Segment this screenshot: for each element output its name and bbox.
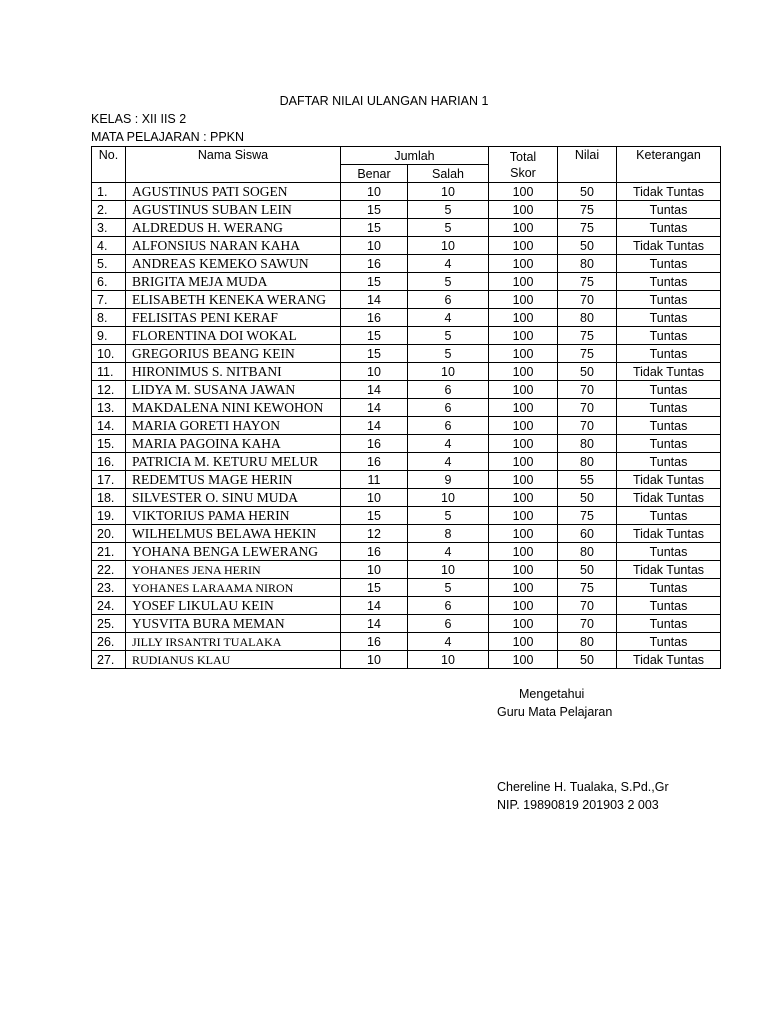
grades-table [91,146,721,669]
teacher-nip: NIP. 19890819 201903 2 003 [497,798,659,812]
cell-benar: 14 [341,615,408,633]
cell-total-skor: 100 [489,363,558,381]
cell-no: 17. [92,471,126,489]
cell-no: 9. [92,327,126,345]
cell-total-skor: 100 [489,507,558,525]
header-nilai: Nilai [558,147,617,183]
cell-no: 2. [92,201,126,219]
cell-salah: 6 [408,615,489,633]
cell-no: 4. [92,237,126,255]
header-total-line2: Skor [510,165,536,180]
table-row [92,561,721,579]
cell-total-skor: 100 [489,435,558,453]
cell-benar: 15 [341,345,408,363]
cell-total-skor: 100 [489,291,558,309]
cell-no: 20. [92,525,126,543]
cell-keterangan: Tuntas [617,615,721,633]
cell-salah: 10 [408,651,489,669]
cell-salah: 8 [408,525,489,543]
document-title: DAFTAR NILAI ULANGAN HARIAN 1 [279,94,489,108]
header-salah: Salah [408,165,489,183]
cell-nama: LIDYA M. SUSANA JAWAN [126,381,341,399]
teacher-name: Chereline H. Tualaka, S.Pd.,Gr [497,780,669,794]
cell-nama: WILHELMUS BELAWA HEKIN [126,525,341,543]
cell-benar: 10 [341,237,408,255]
cell-benar: 10 [341,363,408,381]
table-row [92,255,721,273]
cell-keterangan: Tidak Tuntas [617,363,721,381]
cell-keterangan: Tuntas [617,543,721,561]
cell-nilai: 80 [558,633,617,651]
cell-benar: 12 [341,525,408,543]
header-nama-siswa: Nama Siswa [126,147,341,183]
table-row [92,633,721,651]
cell-no: 21. [92,543,126,561]
table-row [92,507,721,525]
cell-nilai: 75 [558,327,617,345]
table-row [92,453,721,471]
cell-keterangan: Tuntas [617,453,721,471]
cell-total-skor: 100 [489,273,558,291]
cell-keterangan: Tuntas [617,507,721,525]
cell-salah: 6 [408,417,489,435]
cell-benar: 15 [341,327,408,345]
table-row [92,201,721,219]
cell-no: 7. [92,291,126,309]
cell-benar: 16 [341,453,408,471]
cell-benar: 15 [341,579,408,597]
acknowledgement-label: Mengetahui [519,687,585,701]
table-row [92,183,721,201]
header-jumlah: Jumlah [341,147,489,165]
table-row [92,471,721,489]
cell-keterangan: Tidak Tuntas [617,489,721,507]
cell-keterangan: Tuntas [617,435,721,453]
table-row [92,417,721,435]
cell-benar: 14 [341,381,408,399]
cell-keterangan: Tuntas [617,309,721,327]
cell-nama: VIKTORIUS PAMA HERIN [126,507,341,525]
cell-keterangan: Tuntas [617,579,721,597]
cell-keterangan: Tuntas [617,201,721,219]
cell-salah: 6 [408,381,489,399]
cell-total-skor: 100 [489,489,558,507]
cell-salah: 10 [408,237,489,255]
cell-keterangan: Tuntas [617,327,721,345]
table-row [92,237,721,255]
cell-total-skor: 100 [489,417,558,435]
cell-no: 1. [92,183,126,201]
cell-nilai: 75 [558,219,617,237]
cell-nama: REDEMTUS MAGE HERIN [126,471,341,489]
cell-total-skor: 100 [489,615,558,633]
cell-no: 25. [92,615,126,633]
table-row [92,489,721,507]
cell-no: 8. [92,309,126,327]
cell-nilai: 50 [558,363,617,381]
cell-benar: 16 [341,309,408,327]
header-total-line1: Total [509,149,537,164]
cell-nilai: 70 [558,381,617,399]
cell-nilai: 50 [558,237,617,255]
cell-total-skor: 100 [489,597,558,615]
cell-no: 24. [92,597,126,615]
cell-no: 15. [92,435,126,453]
cell-no: 18. [92,489,126,507]
cell-salah: 4 [408,255,489,273]
cell-nama: SILVESTER O. SINU MUDA [126,489,341,507]
cell-nilai: 50 [558,651,617,669]
table-row [92,273,721,291]
cell-nilai: 75 [558,273,617,291]
cell-salah: 6 [408,291,489,309]
cell-salah: 4 [408,309,489,327]
cell-salah: 5 [408,201,489,219]
table-row [92,543,721,561]
cell-benar: 15 [341,219,408,237]
cell-total-skor: 100 [489,399,558,417]
cell-salah: 9 [408,471,489,489]
cell-nilai: 80 [558,255,617,273]
cell-nama: FLORENTINA DOI WOKAL [126,327,341,345]
cell-salah: 5 [408,579,489,597]
cell-no: 13. [92,399,126,417]
cell-benar: 14 [341,291,408,309]
cell-no: 12. [92,381,126,399]
cell-nama: YUSVITA BURA MEMAN [126,615,341,633]
cell-keterangan: Tidak Tuntas [617,525,721,543]
cell-keterangan: Tuntas [617,633,721,651]
cell-total-skor: 100 [489,381,558,399]
cell-nama: YOHANA BENGA LEWERANG [126,543,341,561]
cell-keterangan: Tuntas [617,345,721,363]
subject-label: MATA PELAJARAN : PPKN [91,130,245,144]
cell-no: 11. [92,363,126,381]
cell-total-skor: 100 [489,183,558,201]
cell-nama: BRIGITA MEJA MUDA [126,273,341,291]
cell-salah: 4 [408,435,489,453]
table-header [92,147,721,183]
cell-total-skor: 100 [489,453,558,471]
cell-no: 22. [92,561,126,579]
cell-salah: 10 [408,489,489,507]
cell-total-skor: 100 [489,633,558,651]
cell-keterangan: Tuntas [617,417,721,435]
cell-total-skor: 100 [489,219,558,237]
cell-total-skor: 100 [489,255,558,273]
cell-salah: 5 [408,273,489,291]
table-row [92,651,721,669]
cell-keterangan: Tidak Tuntas [617,471,721,489]
cell-nilai: 80 [558,543,617,561]
cell-nilai: 50 [558,561,617,579]
table-row [92,435,721,453]
cell-keterangan: Tuntas [617,399,721,417]
cell-nama: AGUSTINUS PATI SOGEN [126,183,341,201]
cell-nilai: 75 [558,345,617,363]
cell-salah: 5 [408,507,489,525]
cell-keterangan: Tuntas [617,381,721,399]
cell-total-skor: 100 [489,201,558,219]
cell-benar: 10 [341,561,408,579]
cell-salah: 10 [408,183,489,201]
cell-benar: 15 [341,273,408,291]
cell-benar: 16 [341,435,408,453]
cell-nama: YOHANES JENA HERIN [126,561,341,579]
cell-nama: JILLY IRSANTRI TUALAKA [126,633,341,651]
cell-nilai: 55 [558,471,617,489]
cell-nama: ALFONSIUS NARAN KAHA [126,237,341,255]
cell-salah: 4 [408,453,489,471]
table-row [92,291,721,309]
table-row [92,399,721,417]
table-row [92,579,721,597]
cell-keterangan: Tidak Tuntas [617,651,721,669]
cell-salah: 4 [408,633,489,651]
cell-nilai: 80 [558,453,617,471]
cell-nilai: 80 [558,435,617,453]
cell-no: 5. [92,255,126,273]
cell-nilai: 70 [558,399,617,417]
cell-no: 10. [92,345,126,363]
cell-salah: 5 [408,327,489,345]
cell-benar: 14 [341,597,408,615]
cell-keterangan: Tuntas [617,597,721,615]
cell-nama: ELISABETH KENEKA WERANG [126,291,341,309]
cell-salah: 6 [408,399,489,417]
cell-total-skor: 100 [489,561,558,579]
header-benar: Benar [341,165,408,183]
header-total-skor [489,147,558,183]
cell-benar: 16 [341,543,408,561]
cell-nilai: 50 [558,489,617,507]
cell-nilai: 75 [558,579,617,597]
table-row [92,525,721,543]
cell-nilai: 70 [558,597,617,615]
cell-total-skor: 100 [489,345,558,363]
cell-benar: 14 [341,399,408,417]
cell-no: 27. [92,651,126,669]
cell-total-skor: 100 [489,471,558,489]
cell-total-skor: 100 [489,543,558,561]
cell-nama: ALDREDUS H. WERANG [126,219,341,237]
cell-total-skor: 100 [489,309,558,327]
table-row [92,219,721,237]
cell-no: 14. [92,417,126,435]
cell-nilai: 70 [558,417,617,435]
cell-no: 19. [92,507,126,525]
header-keterangan: Keterangan [617,147,721,183]
cell-keterangan: Tidak Tuntas [617,561,721,579]
cell-nama: YOHANES LARAAMA NIRON [126,579,341,597]
cell-benar: 15 [341,201,408,219]
table-row [92,381,721,399]
cell-nama: ANDREAS KEMEKO SAWUN [126,255,341,273]
class-label: KELAS : XII IIS 2 [91,112,187,126]
teacher-role-label: Guru Mata Pelajaran [497,705,613,719]
cell-keterangan: Tidak Tuntas [617,183,721,201]
cell-nama: PATRICIA M. KETURU MELUR [126,453,341,471]
cell-benar: 15 [341,507,408,525]
cell-nama: MARIA GORETI HAYON [126,417,341,435]
cell-salah: 5 [408,345,489,363]
cell-total-skor: 100 [489,525,558,543]
cell-no: 23. [92,579,126,597]
cell-no: 6. [92,273,126,291]
cell-nama: RUDIANUS KLAU [126,651,341,669]
cell-nama: YOSEF LIKULAU KEIN [126,597,341,615]
cell-benar: 10 [341,183,408,201]
cell-total-skor: 100 [489,327,558,345]
cell-salah: 10 [408,561,489,579]
cell-nilai: 60 [558,525,617,543]
cell-no: 26. [92,633,126,651]
cell-benar: 11 [341,471,408,489]
cell-total-skor: 100 [489,237,558,255]
cell-benar: 16 [341,633,408,651]
table-row [92,597,721,615]
cell-nilai: 80 [558,309,617,327]
table-row [92,363,721,381]
cell-keterangan: Tuntas [617,255,721,273]
table-body [92,183,721,669]
cell-benar: 10 [341,651,408,669]
cell-nama: MARIA PAGOINA KAHA [126,435,341,453]
cell-nama: GREGORIUS BEANG KEIN [126,345,341,363]
cell-nilai: 70 [558,291,617,309]
cell-nama: MAKDALENA NINI KEWOHON [126,399,341,417]
table-row [92,327,721,345]
cell-nilai: 75 [558,507,617,525]
cell-nama: FELISITAS PENI KERAF [126,309,341,327]
cell-nilai: 75 [558,201,617,219]
table-row [92,615,721,633]
cell-keterangan: Tuntas [617,273,721,291]
cell-benar: 14 [341,417,408,435]
cell-salah: 6 [408,597,489,615]
cell-salah: 10 [408,363,489,381]
cell-total-skor: 100 [489,651,558,669]
cell-salah: 4 [408,543,489,561]
cell-benar: 10 [341,489,408,507]
cell-nama: HIRONIMUS S. NITBANI [126,363,341,381]
cell-keterangan: Tidak Tuntas [617,237,721,255]
cell-no: 16. [92,453,126,471]
cell-nama: AGUSTINUS SUBAN LEIN [126,201,341,219]
cell-no: 3. [92,219,126,237]
table-row [92,345,721,363]
cell-keterangan: Tuntas [617,219,721,237]
header-no: No. [92,147,126,183]
cell-nilai: 50 [558,183,617,201]
cell-keterangan: Tuntas [617,291,721,309]
cell-total-skor: 100 [489,579,558,597]
cell-salah: 5 [408,219,489,237]
cell-nilai: 70 [558,615,617,633]
cell-benar: 16 [341,255,408,273]
table-row [92,309,721,327]
